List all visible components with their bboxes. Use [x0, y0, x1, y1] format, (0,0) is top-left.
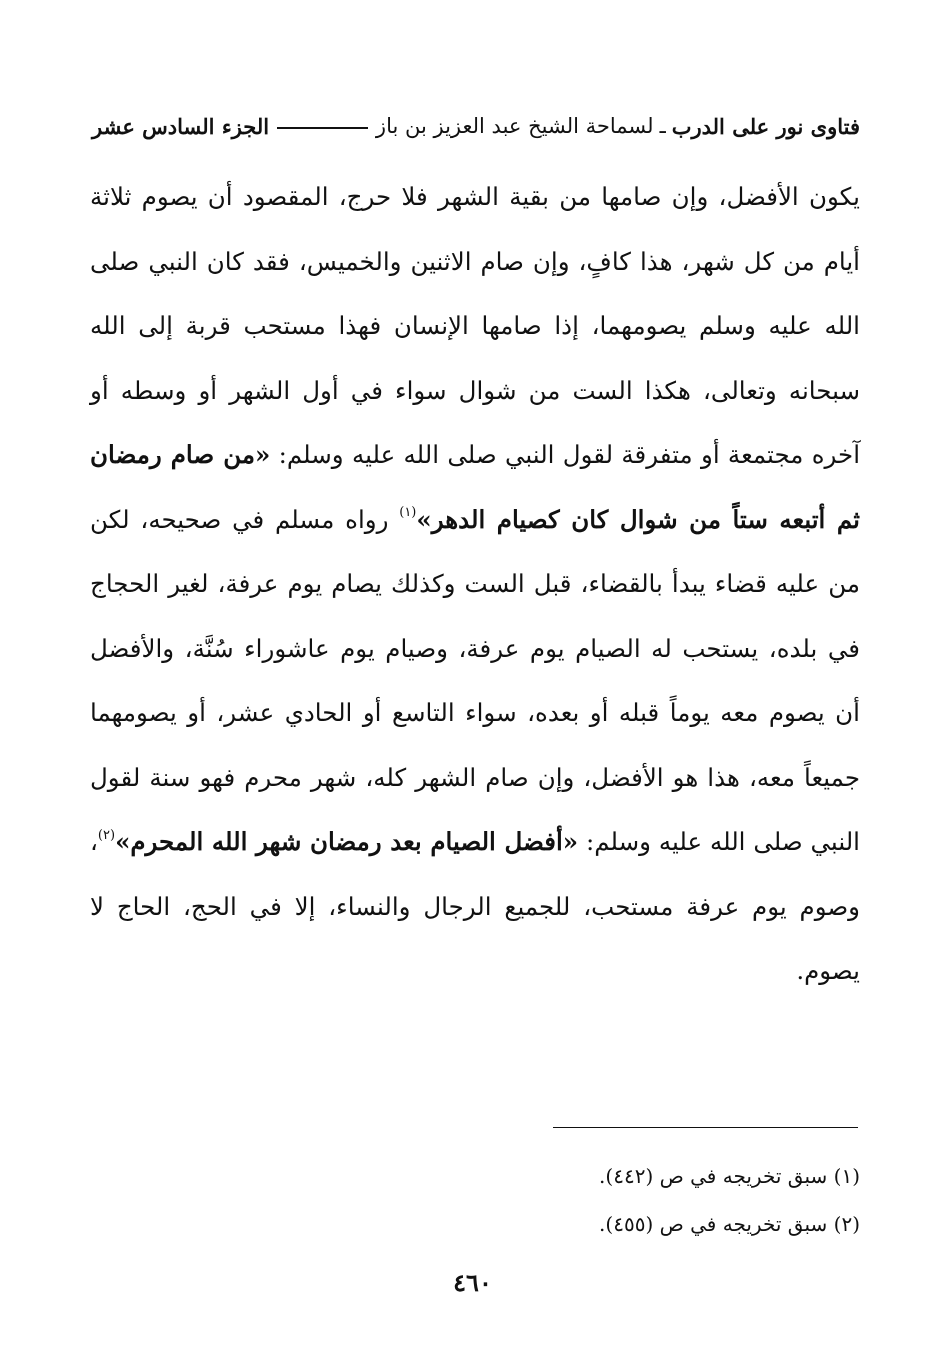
hadith-quote-2: «أفضل الصيام بعد رمضان شهر الله المحرم» — [115, 827, 579, 856]
volume-label: الجزء السادس عشر — [92, 113, 270, 139]
book-title: فتاوى نور على الدرب — [671, 113, 860, 139]
header-dash: ـ — [659, 114, 666, 138]
paragraph-part-1: يكون الأفضل، وإن صامها من بقية الشهر فلا حرج، المقصود أن يصوم ثلاثة أيام من كل شهر، هذا كافٍ، وإن صام الاثنين والخميس، فقد كان النبي صلى الله عليه وسلم يصومهما، إذا صامها الإنسان فهذا مستحب قربة إلى الله سبحانه وتعالى، هكذا الست من شوال سواء في أول الشهر أو وسطه أو آخره مجتمعة أو متفرقة لقول النبي صلى الله عليه وسلم: — [90, 182, 861, 469]
main-text — [90, 165, 860, 1004]
paragraph-part-3: ، وصوم يوم عرفة مستحب، للجميع الرجال والنساء، إلا في الحج، الحاج لا يصوم. — [90, 827, 860, 985]
hadith-quote-1: «من صام رمضان ثم أتبعه ستاً من شوال كان كصيام الدهر» — [90, 440, 860, 534]
footnote-marker-1: (١) — [399, 505, 417, 521]
footnote-1: (١) سبق تخريجه في ص (٤٤٢). — [599, 1164, 860, 1188]
footnote-2: (٢) سبق تخريجه في ص (٤٥٥). — [599, 1212, 860, 1236]
footnote-separator — [553, 1127, 858, 1128]
header-rule — [277, 127, 368, 129]
footnote-marker-2: (٢) — [97, 827, 116, 843]
author-name: لسماحة الشيخ عبد العزيز بن باز — [375, 114, 654, 138]
paragraph-part-2: رواه مسلم في صحيحه، لكن من عليه قضاء يبدأ بالقضاء، قبل الست وكذلك يصام يوم عرفة، لغير الحجاج في بلده، يستحب له الصيام يوم عرفة، وصيام يوم عاشوراء سُنَّة، والأفضل أن يصوم معه يوماً قبله أو بعده، سواء التاسع أو الحادي عشر، أو يصومهما جميعاً معه، هذا هو الأفضل، وإن صام الشهر كله، شهر محرم فهو سنة لقول النبي صلى الله عليه وسلم: — [90, 504, 860, 856]
page-number: ٤٦٠ — [453, 1268, 492, 1297]
footnotes — [90, 1152, 860, 1248]
running-header — [92, 108, 860, 144]
